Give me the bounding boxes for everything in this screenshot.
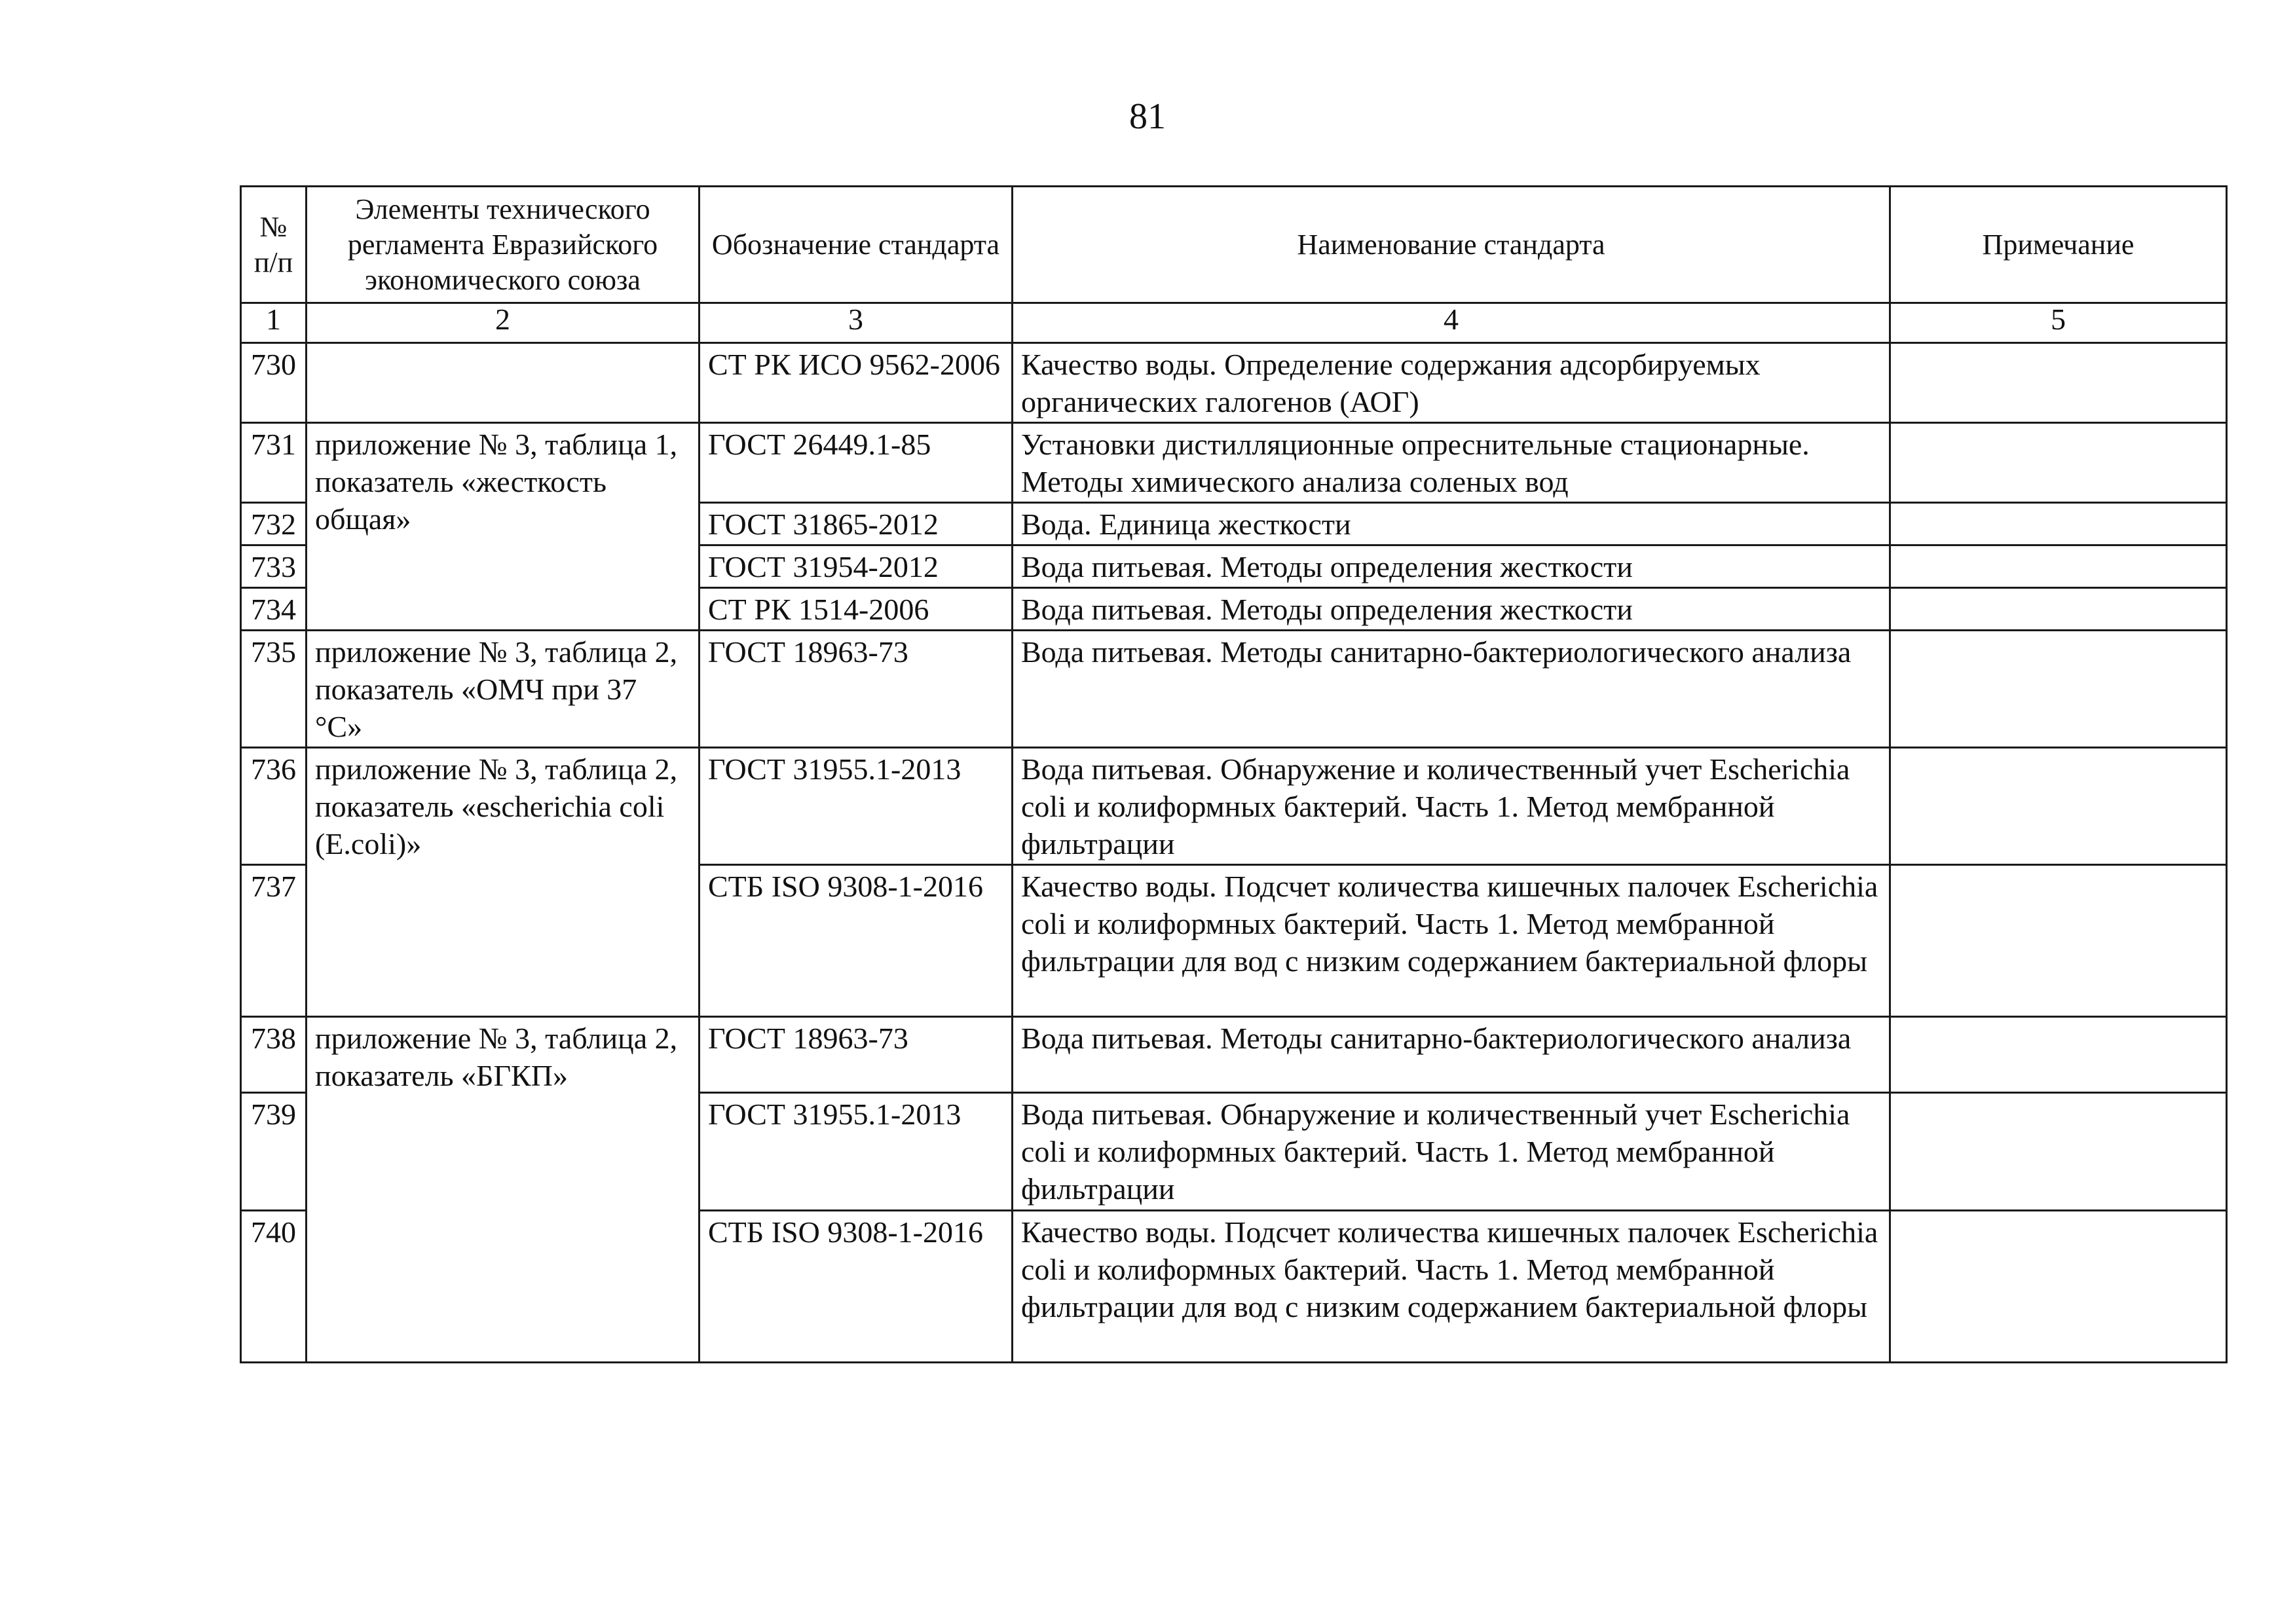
row-number: 736: [241, 748, 307, 865]
standard-name: Качество воды. Определение содержания адсорбируемых органических галогенов (АОГ): [1013, 343, 1890, 423]
header-standard-name: Наименование стандарта: [1013, 187, 1890, 303]
row-number: 739: [241, 1093, 307, 1210]
standard-code: ГОСТ 26449.1-85: [700, 423, 1013, 503]
regulation-element: приложение № 3, таблица 2, показатель «ОМЧ при 37 °С»: [307, 631, 700, 748]
header-standard-code: Обозначение стандарта: [700, 187, 1013, 303]
standard-name: Качество воды. Подсчет количества кишечных палочек Escherichia coli и колиформных бактерий. Часть 1. Метод мембранной фильтрации для вод с низким содержанием бактериальной флоры: [1013, 865, 1890, 1017]
table-header-row: [241, 187, 2227, 303]
column-numbers-row: [241, 303, 2227, 343]
column-number: 2: [307, 303, 700, 343]
row-number: 735: [241, 631, 307, 748]
row-number: 740: [241, 1210, 307, 1362]
standard-code: СТ РК ИСО 9562-2006: [700, 343, 1013, 423]
note: [1890, 631, 2227, 748]
row-number: 738: [241, 1017, 307, 1093]
standard-name: Вода. Единица жесткости: [1013, 503, 1890, 545]
standard-name: Вода питьевая. Обнаружение и количественный учет Escherichia coli и колиформных бактерий. Часть 1. Метод мембранной фильтрации: [1013, 1093, 1890, 1210]
header-number: № п/п: [241, 187, 307, 303]
standard-name: Вода питьевая. Методы определения жесткости: [1013, 588, 1890, 631]
standard-code: ГОСТ 18963-73: [700, 631, 1013, 748]
table-row: [241, 423, 2227, 503]
note: [1890, 865, 2227, 1017]
table-row: [241, 343, 2227, 423]
standard-name: Вода питьевая. Методы санитарно-бактериологического анализа: [1013, 1017, 1890, 1093]
standards-table: [240, 185, 2228, 1363]
row-number: 732: [241, 503, 307, 545]
table-row: [241, 631, 2227, 748]
standard-name: Качество воды. Подсчет количества кишечных палочек Escherichia coli и колиформных бактерий. Часть 1. Метод мембранной фильтрации для вод с низким содержанием бактериальной флоры: [1013, 1210, 1890, 1362]
note: [1890, 343, 2227, 423]
standard-name: Вода питьевая. Методы определения жесткости: [1013, 545, 1890, 588]
row-number: 731: [241, 423, 307, 503]
standard-code: ГОСТ 31955.1-2013: [700, 1093, 1013, 1210]
note: [1890, 1093, 2227, 1210]
header-regulation-elements: Элементы технического регламента Евразийского экономического союза: [307, 187, 700, 303]
note: [1890, 1017, 2227, 1093]
standard-name: Вода питьевая. Обнаружение и количественный учет Escherichia coli и колиформных бактерий. Часть 1. Метод мембранной фильтрации: [1013, 748, 1890, 865]
table-row: [241, 748, 2227, 865]
column-number: 5: [1890, 303, 2227, 343]
note: [1890, 545, 2227, 588]
standard-name: Установки дистилляционные опреснительные стационарные. Методы химического анализа соленых вод: [1013, 423, 1890, 503]
regulation-element: приложение № 3, таблица 1, показатель «жесткость общая»: [307, 423, 700, 631]
column-number: 3: [700, 303, 1013, 343]
regulation-element: приложение № 3, таблица 2, показатель «escherichia coli (E.coli)»: [307, 748, 700, 1017]
page-number: 81: [1129, 96, 1166, 137]
row-number: 733: [241, 545, 307, 588]
note: [1890, 503, 2227, 545]
regulation-element: [307, 343, 700, 423]
standard-name: Вода питьевая. Методы санитарно-бактериологического анализа: [1013, 631, 1890, 748]
header-note: Примечание: [1890, 187, 2227, 303]
standard-code: ГОСТ 31954-2012: [700, 545, 1013, 588]
standard-code: ГОСТ 18963-73: [700, 1017, 1013, 1093]
standard-code: ГОСТ 31955.1-2013: [700, 748, 1013, 865]
standard-code: СТБ ISO 9308-1-2016: [700, 1210, 1013, 1362]
note: [1890, 588, 2227, 631]
regulation-element: приложение № 3, таблица 2, показатель «БГКП»: [307, 1017, 700, 1362]
note: [1890, 748, 2227, 865]
row-number: 730: [241, 343, 307, 423]
standard-code: СТ РК 1514-2006: [700, 588, 1013, 631]
standard-code: СТБ ISO 9308-1-2016: [700, 865, 1013, 1017]
note: [1890, 1210, 2227, 1362]
table-row: [241, 1017, 2227, 1093]
row-number: 737: [241, 865, 307, 1017]
row-number: 734: [241, 588, 307, 631]
column-number: 4: [1013, 303, 1890, 343]
note: [1890, 423, 2227, 503]
column-number: 1: [241, 303, 307, 343]
standard-code: ГОСТ 31865-2012: [700, 503, 1013, 545]
